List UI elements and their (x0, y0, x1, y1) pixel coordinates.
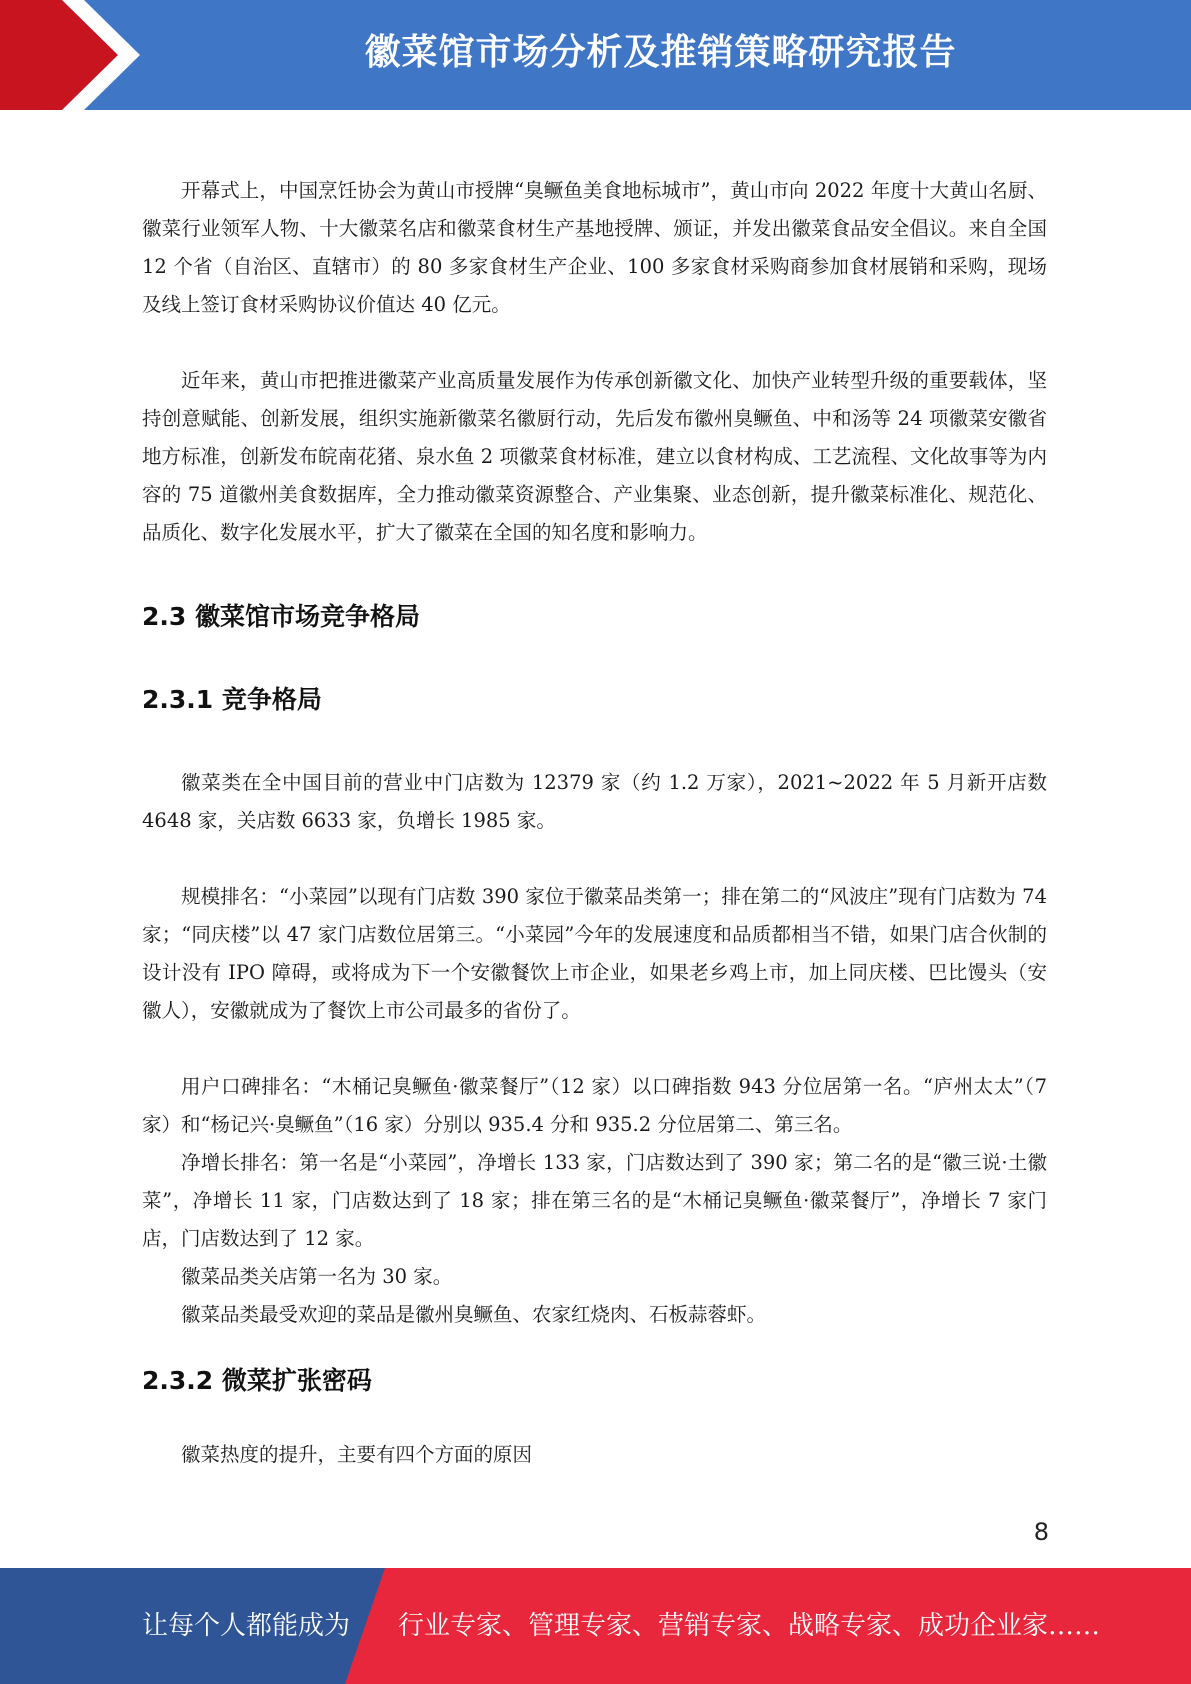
paragraph-reputation-ranking: 用户口碑排名：“木桶记臭鳜鱼·徽菜餐厅”（12 家）以口碑指数 943 分位居第一名。“庐州太太”（7 家）和“杨记兴·臭鳜鱼”（16 家）分别以 935.4 分和 935.2 分位居第二、第三名。 (142, 1075, 1047, 1136)
paragraph-opening-ceremony: 开幕式上，中国烹饪协会为黄山市授牌“臭鳜鱼美食地标城市”，黄山市向 2022 年度十大黄山名厨、徽菜行业领军人物、十大徽菜名店和徽菜食材生产基地授牌、颁证，并发出徽菜食品安全倡议。来自全国 12 个省（自治区、直辖市）的 80 多家食材生产企业、100 多家食材采购商参加食材展销和采购，现场及线上签订食材采购协议价值达 40 亿元。 (142, 179, 1047, 316)
paragraph-four-reasons: 徽菜热度的提升，主要有四个方面的原因 (181, 1443, 533, 1466)
page-number: 8 (1033, 1518, 1049, 1546)
footer-slogan-right: 行业专家、管理专家、营销专家、战略专家、成功企业家…… (398, 1611, 1101, 1641)
header-arrow-decoration (0, 0, 200, 110)
section-heading-2-3: 2.3 徽菜馆市场竞争格局 (142, 602, 420, 631)
paragraph-huangshan-development: 近年来，黄山市把推进徽菜产业高质量发展作为传承创新徽文化、加快产业转型升级的重要载体，坚持创意赋能、创新发展，组织实施新徽菜名徽厨行动，先后发布徽州臭鳜鱼、中和汤等 24 项徽菜安徽省地方标准，创新发布皖南花猪、泉水鱼 2 项徽菜食材标准，建立以食材构成、工艺流程、文化故事等为内容的 75 道徽州美食数据库，全力推动徽菜资源整合、产业集聚、业态创新，提升徽菜标准化、规范化、品质化、数字化发展水平，扩大了徽菜在全国的知名度和影响力。 (142, 369, 1047, 544)
page-content (142, 172, 1047, 1474)
paragraph-closures: 徽菜品类关店第一名为 30 家。 (181, 1265, 453, 1288)
paragraph-store-count: 徽菜类在全中国目前的营业中门店数为 12379 家（约 1.2 万家），2021~2022 年 5 月新开店数 4648 家，关店数 6633 家，负增长 1985 家。 (142, 771, 1047, 832)
paragraph-scale-ranking: 规模排名：“小菜园”以现有门店数 390 家位于徽菜品类第一；排在第二的“风波庄”现有门店数为 74 家；“同庆楼”以 47 家门店数位居第三。“小菜园”今年的发展速度和品质都相当不错，如果门店合伙制的设计没有 IPO 障碍，或将成为下一个安徽餐饮上市企业，如果老乡鸡上市，加上同庆楼、巴比馒头（安徽人），安徽就成为了餐饮上市公司最多的省份了。 (142, 885, 1047, 1022)
paragraph-popular-dishes: 徽菜品类最受欢迎的菜品是徽州臭鳜鱼、农家红烧肉、石板蒜蓉虾。 (181, 1303, 767, 1326)
page-header (0, 0, 1191, 110)
paragraph-net-growth-ranking: 净增长排名：第一名是“小菜园”，净增长 133 家，门店数达到了 390 家；第二名的是“徽三说·土徽菜”，净增长 11 家，门店数达到了 18 家；排在第三名的是“木桶记臭鳜鱼·徽菜餐厅”，净增长 7 家门店，门店数达到了 12 家。 (142, 1151, 1047, 1250)
report-title: 徽菜馆市场分析及推销策略研究报告 (364, 32, 957, 73)
footer-slogan-left: 让每个人都能成为 (142, 1611, 351, 1641)
section-heading-2-3-1: 2.3.1 竞争格局 (142, 685, 322, 714)
section-heading-2-3-2: 2.3.2 微菜扩张密码 (142, 1366, 372, 1395)
page-footer (0, 1568, 1191, 1684)
